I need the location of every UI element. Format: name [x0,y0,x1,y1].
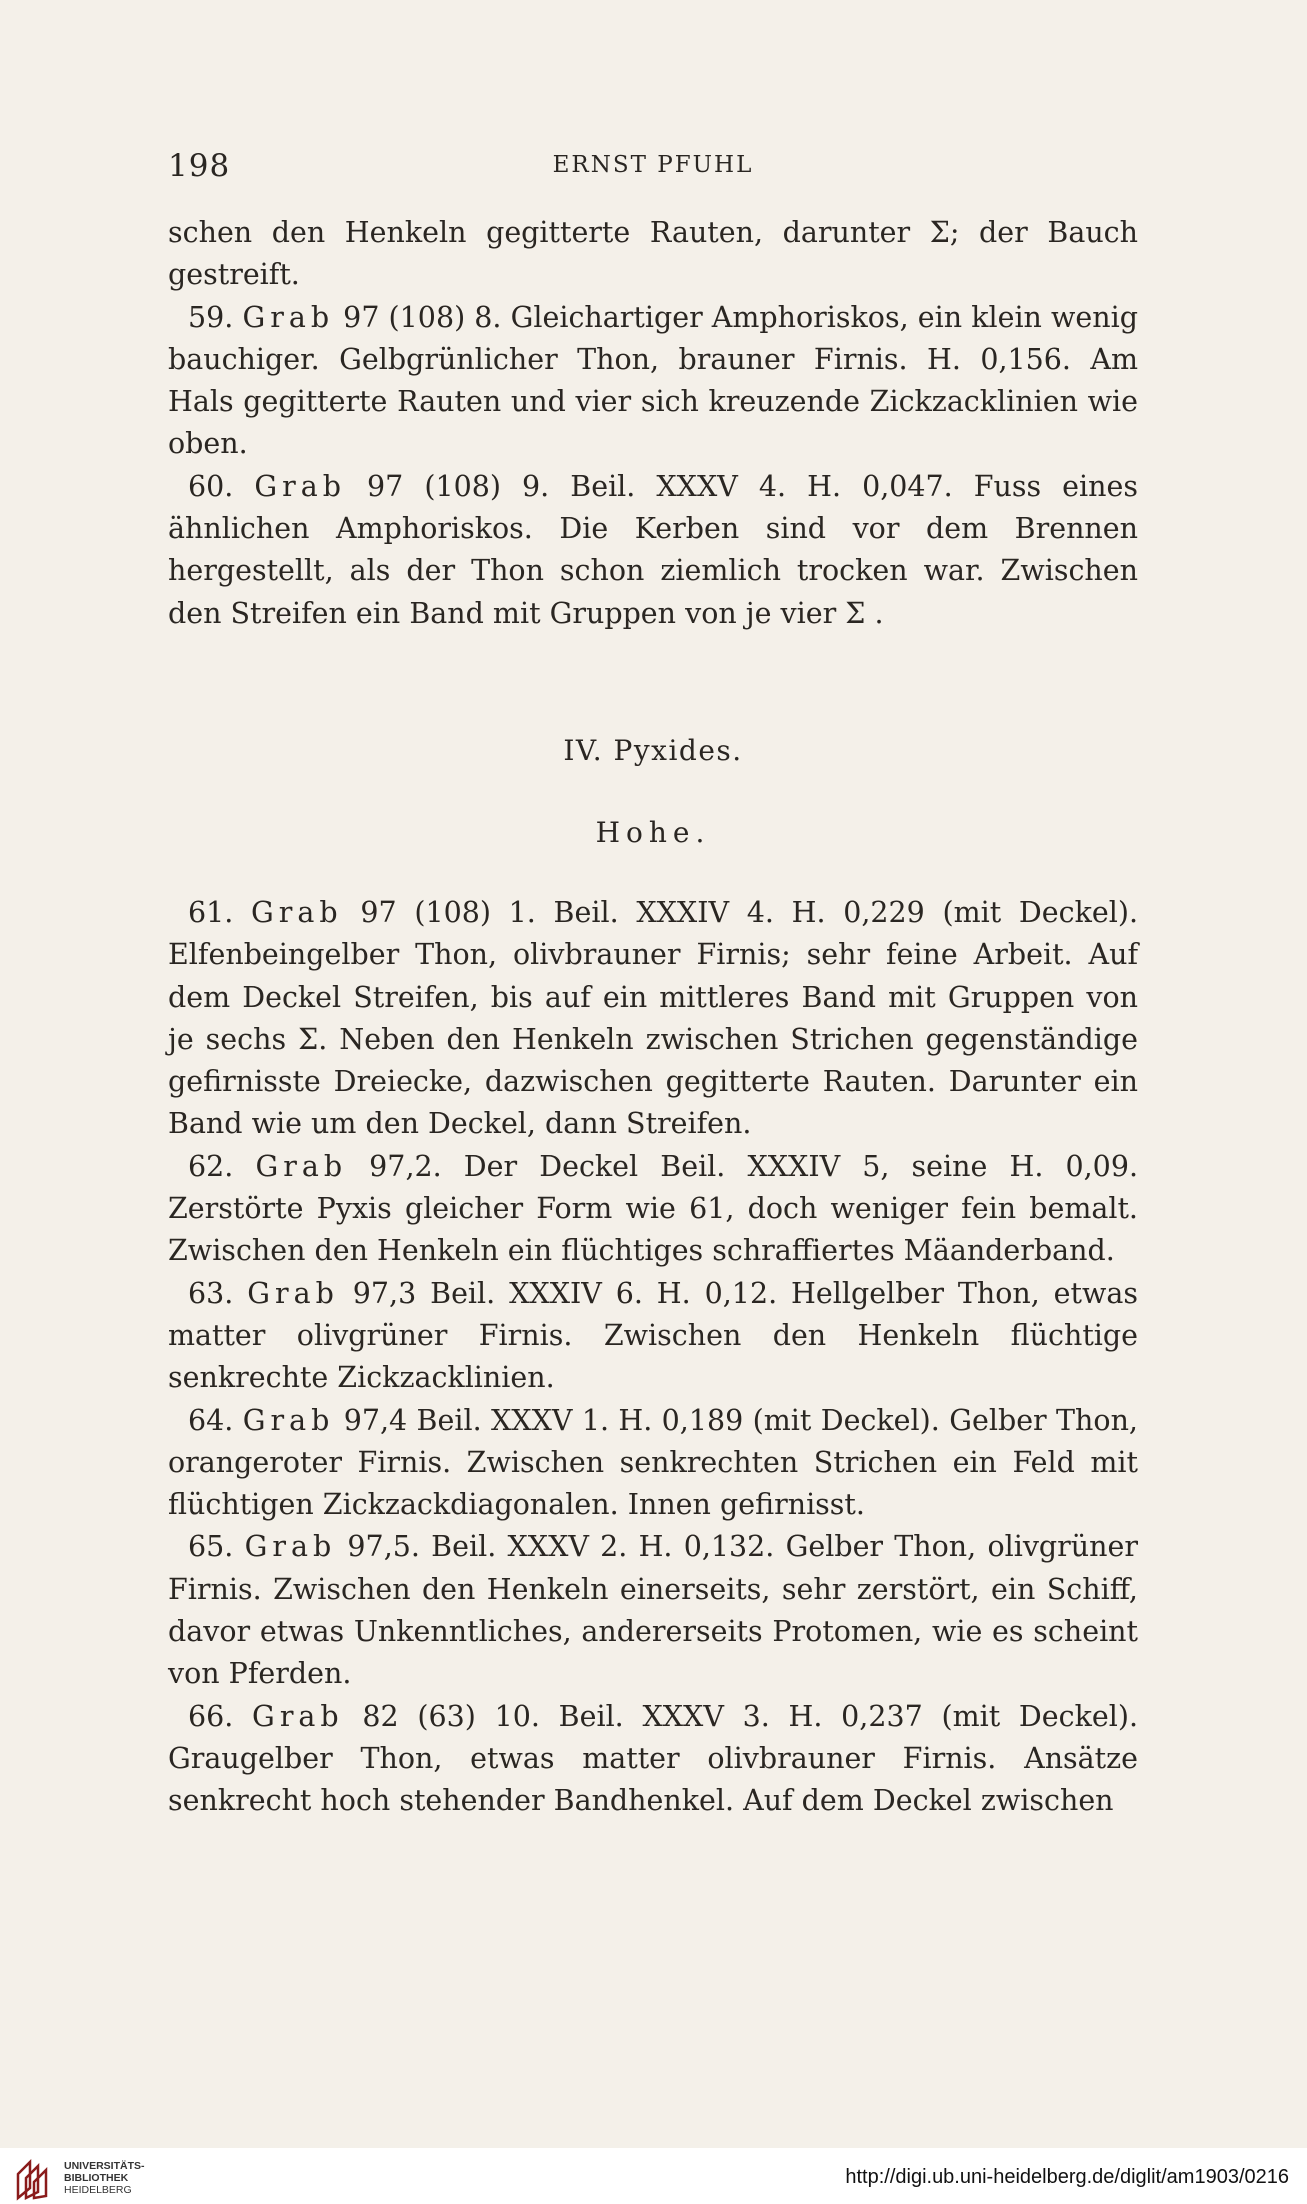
entry-text: 97 (108) 9. Beil. XXXV 4. H. 0,047. Fuss eines ähnlichen Amphoriskos. Die Kerben sind vor dem Brennen hergestellt, als der Thon schon ziemlich trocken war. Zwischen den Streifen ein Band mit Gruppen von je vier Σ . [168,469,1139,630]
entry-label: Grab [242,300,335,334]
library-name-line: HEIDELBERG [64,2184,132,2196]
page-header [168,148,1138,188]
entry-number: 60. [188,469,234,503]
entry-number: 63. [188,1276,234,1310]
entry-label: Grab [252,1699,344,1733]
entry-text: 97,3 Beil. XXXIV 6. H. 0,12. Hellgelber Thon, etwas matter olivgrüner Firnis. Zwischen den Henkeln flüchtige senkrechte Zickzacklinien. [168,1276,1138,1395]
entry-label: Grab [251,896,343,929]
entry-label: Grab [242,1403,335,1437]
catalog-entry-63 [168,1273,1138,1400]
subsection-title: Hohe. [595,816,711,849]
body-text-bottom [168,892,1138,1823]
entry-number: 62. [188,1149,234,1183]
entry-text: 97,5. Beil. XXXV 2. H. 0,132. Gelber Thon, olivgrüner Firnis. Zwischen den Henkeln einerseits, sehr zerstört, ein Schiff, davor etwas Unkenntliches, andererseits Protomen, wie es scheint von Pferden. [168,1530,1138,1691]
entry-number: 59. [188,300,234,334]
entry-number: 66. [188,1699,234,1733]
entry-number: 64. [188,1403,234,1437]
running-head: ERNST PFUHL [552,152,754,178]
catalog-entry-62 [168,1146,1138,1273]
continuation-paragraph: schen den Henkeln gegitterte Rauten, darunter Σ; der Bauch gestreift. [168,216,1138,292]
catalog-entry-59 [168,297,1138,466]
page-number: 198 [168,148,231,184]
catalog-entry-64 [168,1400,1138,1527]
entry-text: 82 (63) 10. Beil. XXXV 3. H. 0,237 (mit Deckel). Graugelber Thon, etwas matter olivbrauner Firnis. Ansätze senkrecht hoch stehender Bandhenkel. Auf dem Deckel zwischen [168,1699,1138,1818]
library-name-line: UNIVERSITÄTS- [64,2160,145,2172]
catalog-entry-61 [168,892,1138,1146]
entry-text: 97 (108) 1. Beil. XXXIV 4. H. 0,229 (mit Deckel). Elfenbeingelber Thon, olivbrauner Firnis; sehr feine Arbeit. Auf dem Deckel Streifen, bis auf ein mittleres Band mit Gruppen von je sechs Σ. Neben den Henkeln zwischen Strichen gegenständige gefirnisste Dreiecke, dazwischen gegitterte Rauten. Darunter ein Band wie um den Deckel, dann Streifen. [168,896,1138,1141]
entry-text: 97,2. Der Deckel Beil. XXXIV 5, seine H. 0,09. Zerstörte Pyxis gleicher Form wie 61, doch weniger fein bemalt. Zwischen den Henkeln ein flüchtiges schraffiertes Mäanderband. [168,1149,1139,1268]
body-text-top [168,212,1138,635]
entry-label: Grab [244,1530,337,1564]
digitization-footer [0,2148,1307,2204]
entry-number: 65. [188,1530,234,1564]
catalog-entry-60 [168,466,1138,635]
catalog-entry-65 [168,1526,1138,1695]
university-library-logo-icon [12,2158,56,2202]
entry-label: Grab [254,469,347,503]
entry-label: Grab [255,1149,348,1183]
catalog-entry-66 [168,1696,1138,1823]
entry-text: 97,4 Beil. XXXV 1. H. 0,189 (mit Deckel). Gelber Thon, orangeroter Firnis. Zwischen senkrechten Strichen ein Feld mit flüchtigen Zickzackdiagonalen. Innen gefirnisst. [168,1403,1138,1522]
section-title: IV. Pyxides. [563,734,743,767]
entry-text: 97 (108) 8. Gleichartiger Amphoriskos, ein klein wenig bauchiger. Gelbgrünlicher Thon, brauner Firnis. H. 0,156. Am Hals gegitterte Rauten und vier sich kreuzende Zickzacklinien wie oben. [168,300,1138,461]
entry-number: 61. [188,896,234,929]
library-name [64,2160,145,2196]
source-url[interactable]: http://digi.ub.uni-heidelberg.de/diglit/am1903/0216 [845,2166,1289,2188]
library-name-line: BIBLIOTHEK [64,2172,129,2184]
entry-label: Grab [247,1276,339,1310]
